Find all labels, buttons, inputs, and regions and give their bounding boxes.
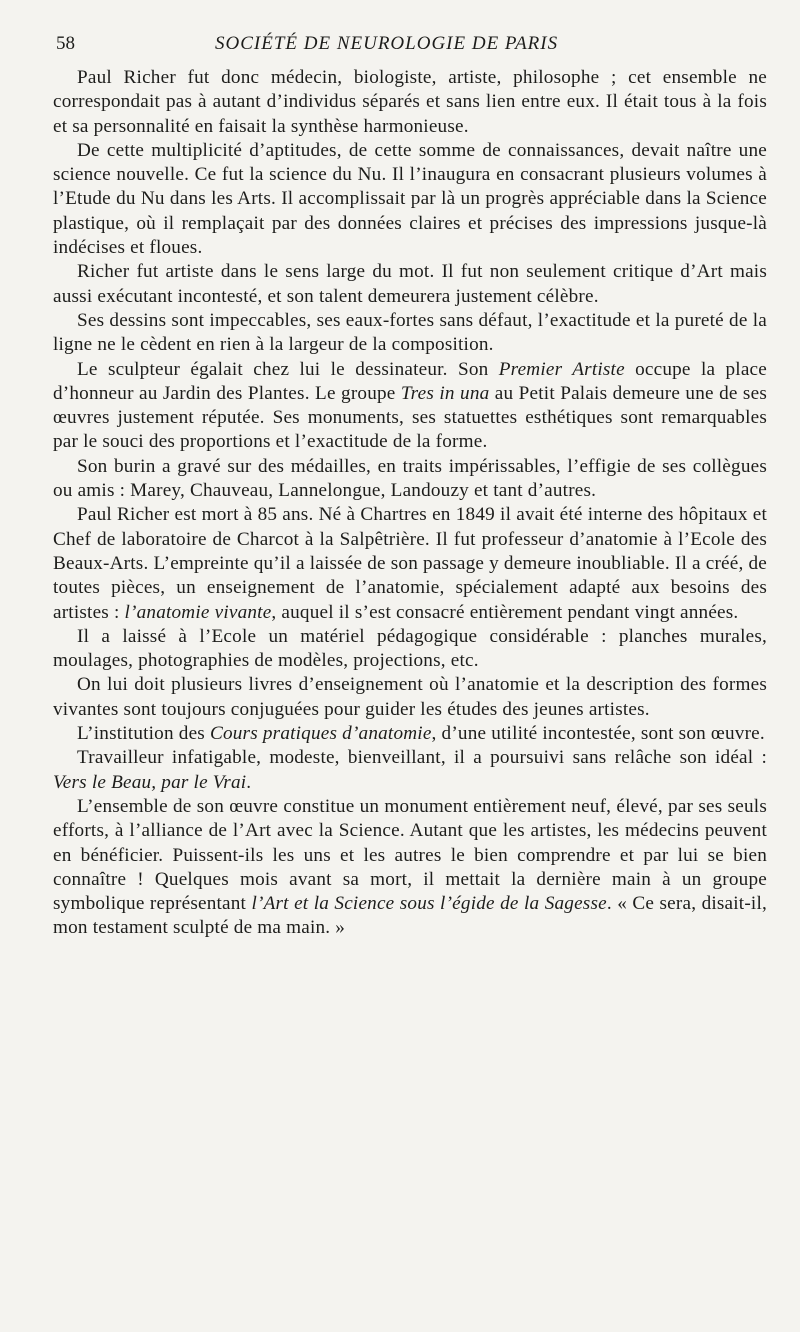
- paragraph-text: L’ensemble de son œuvre constitue un monument entièrement neuf, élevé, par ses seuls efforts, à l’alliance de l’Art avec la Science. Autant que les artistes, les médecins peuvent en bénéficier. Puissent-ils les uns et les autres le bien comprendre et par lui se bien connaître ! Quelques mois avant sa mort, il mettait la dernière main à un groupe symbolique représentant: [53, 795, 767, 915]
- paragraph: Son burin a gravé sur des médailles, en traits impérissables, l’effigie de ses collègues ou amis : Marey, Chauveau, Lannelongue, Landouzy et tant d’autres.: [53, 455, 767, 502]
- paragraph: Paul Richer fut donc médecin, biologiste, artiste, philosophe ; cet ensemble ne correspondait pas à autant d’individus séparés et sans lien entre eux. Il était tous à la fois et sa personnalité en faisait la synthèse harmonieuse.: [53, 67, 767, 137]
- paragraph-text: , d’une utilité incontestée, sont son œuvre.: [431, 723, 765, 745]
- paragraph-text: , auquel il s’est consacré entièrement pendant vingt années.: [271, 601, 739, 623]
- paragraph: [53, 795, 767, 941]
- italic-title: Premier Artiste: [498, 358, 625, 380]
- paragraph-text: au Petit Palais demeure une de ses œuvres justement réputée. Ses monuments, ses statuettes esthétiques sont remarquables par le souci des proportions et l’exactitude de la forme.: [53, 382, 767, 453]
- paragraph-text: occupe la place d’honneur au Jardin des Plantes. Le groupe: [53, 358, 767, 404]
- paragraph: [53, 746, 767, 795]
- paragraph-text: Le sculpteur égalait chez lui le dessinateur. Son: [77, 358, 499, 380]
- paragraph: [53, 722, 767, 746]
- page-header: [0, 33, 800, 57]
- paragraph: De cette multiplicité d’aptitudes, de cette somme de connaissances, devait naître une science nouvelle. Ce fut la science du Nu. Il l’inaugura en consacrant plusieurs volumes à l’Etude du Nu dans les Arts. Il accomplissait par là un progrès appréciable dans la Science plastique, où il remplaçait par des données claires et précises des impressions jusque-là indécises et floues.: [53, 139, 767, 259]
- paragraph-text: Paul Richer est mort à 85 ans. Né à Chartres en 1849 il avait été interne des hôpitaux et Chef de laboratoire de Charcot à la Salpêtrière. Il fut professeur d’anatomie à l’Ecole des Beaux-Arts. L’empreinte qu’il a laissée de son passage y demeure inoubliable. Il a créé, de toutes pièces, un enseignement de l’anatomie, spécialement adapté aux besoins des artistes :: [53, 504, 767, 623]
- page-number: 58: [56, 33, 75, 54]
- paragraph: Il a laissé à l’Ecole un matériel pédagogique considérable : planches murales, moulages, photographies de modèles, projections, etc.: [53, 625, 767, 672]
- italic-title: Tres in una: [400, 382, 490, 404]
- italic-title: l’Art et la Science sous l’égide de la Sagesse: [251, 893, 607, 915]
- paragraph-text: Travailleur infatigable, modeste, bienveillant, il a poursuivi sans relâche son idéal :: [77, 747, 767, 769]
- running-title: SOCIÉTÉ DE NEUROLOGIE DE PARIS: [215, 33, 559, 54]
- paragraph: [53, 503, 767, 624]
- italic-motto: Vers le Beau, par le Vrai: [53, 771, 247, 793]
- paragraph-text: . « Ce sera, disait-il, mon testament sculpté de ma main. »: [53, 893, 767, 939]
- italic-term: Cours pratiques d’anatomie: [209, 723, 432, 745]
- paragraph-text: L’institution des: [77, 723, 210, 745]
- body-text: [53, 66, 767, 941]
- paragraph: Richer fut artiste dans le sens large du mot. Il fut non seulement critique d’Art mais aussi exécutant incontesté, et son talent demeurera justement célèbre.: [53, 261, 767, 307]
- italic-term: l’anatomie vivante: [124, 601, 272, 623]
- paragraph: Ses dessins sont impeccables, ses eaux-fortes sans défaut, l’exactitude et la pureté de la ligne ne le cèdent en rien à la largeur de la composition.: [53, 309, 767, 356]
- paragraph: On lui doit plusieurs livres d’enseignement où l’anatomie et la description des formes vivantes sont toujours conjuguées pour guider les études des jeunes artistes.: [53, 674, 767, 720]
- paragraph-text: .: [246, 771, 252, 793]
- paragraph: [53, 358, 767, 455]
